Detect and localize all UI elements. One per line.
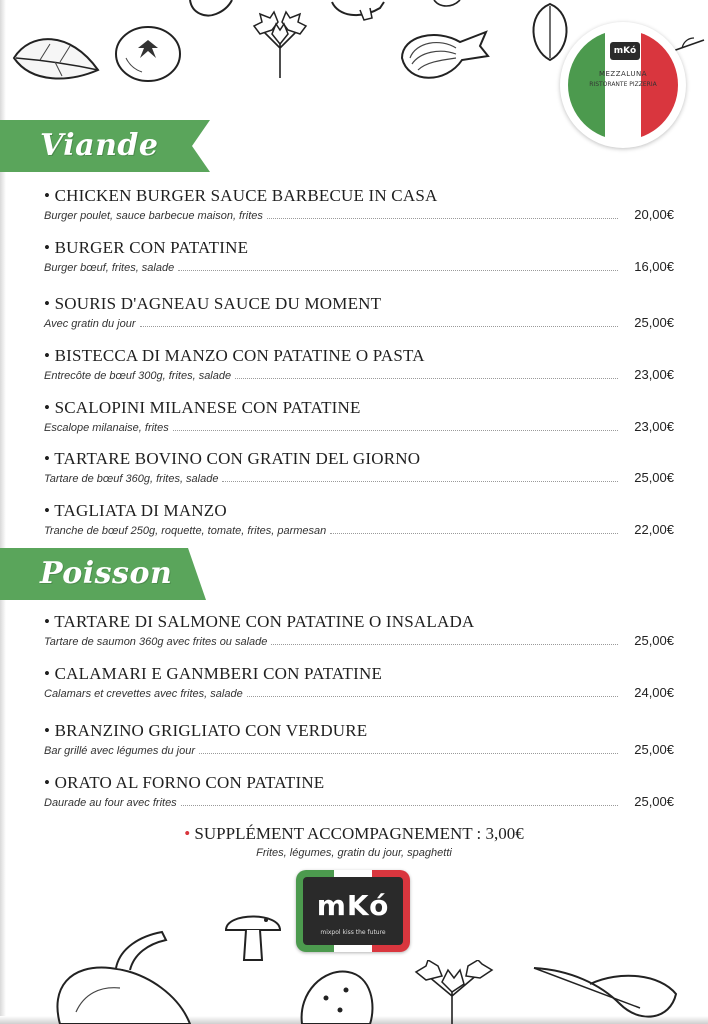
menu-item <box>44 773 674 809</box>
menu-item-price: 25,00€ <box>634 470 674 485</box>
menu-item-price: 25,00€ <box>634 742 674 757</box>
menu-item-desc: Burger poulet, sauce barbecue maison, frites <box>44 210 263 222</box>
supplement-desc: Frites, légumes, gratin du jour, spaghetti <box>256 847 452 859</box>
menu-item <box>44 238 674 274</box>
dotted-leader <box>178 269 618 271</box>
menu-item-name: • ORATO AL FORNO CON PATATINE <box>44 773 325 792</box>
menu-item-name: • CALAMARI E GANMBERI CON PATATINE <box>44 664 383 683</box>
restaurant-badge <box>560 22 686 148</box>
garlic-icon <box>186 0 236 20</box>
menu-item-name: • CHICKEN BURGER SAUCE BARBECUE IN CASA <box>44 186 438 205</box>
supplement-bullet: • <box>184 824 191 843</box>
dotted-leader <box>222 480 618 482</box>
parsley-icon <box>408 960 498 1024</box>
dotted-leader <box>181 804 618 806</box>
menu-item-name: • SCALOPINI MILANESE CON PATATINE <box>44 398 361 417</box>
menu-item <box>44 398 674 434</box>
menu-item-desc: Bar grillé avec légumes du jour <box>44 745 196 757</box>
menu-item <box>44 294 674 330</box>
supplement-note <box>0 824 708 859</box>
menu-item <box>44 186 674 222</box>
menu-item-name: • BISTECCA DI MANZO CON PATATINE O PASTA <box>44 346 425 365</box>
menu-item-desc: Tartare de saumon 360g avec frites ou salade <box>44 636 268 648</box>
dotted-leader <box>140 325 618 327</box>
badge-subtitle: RISTORANTE PIZZERIA <box>589 81 657 88</box>
menu-item-desc: Burger bœuf, frites, salade <box>44 262 175 274</box>
leaf-icon <box>432 0 462 10</box>
spinach-leaf-icon <box>10 30 102 86</box>
menu-item-desc: Avec gratin du jour <box>44 318 136 330</box>
menu-item-desc: Daurade au four avec frites <box>44 797 177 809</box>
supplement-title: SUPPLÉMENT ACCOMPAGNEMENT : 3,00€ <box>194 824 524 843</box>
menu-item-name: • BURGER CON PATATINE <box>44 238 249 257</box>
menu-item-desc: Entrecôte de bœuf 300g, frites, salade <box>44 370 232 382</box>
menu-item-name: • TARTARE BOVINO CON GRATIN DEL GIORNO <box>44 449 421 468</box>
dotted-leader <box>235 377 618 379</box>
onion-icon <box>396 22 492 94</box>
menu-item-name: • TAGLIATA DI MANZO <box>44 501 227 520</box>
menu-item <box>44 721 674 757</box>
menu-item-price: 23,00€ <box>634 419 674 434</box>
menu-item-price: 25,00€ <box>634 315 674 330</box>
dotted-leader <box>271 643 618 645</box>
menu-item-price: 22,00€ <box>634 522 674 537</box>
section-title-viande: Viande <box>40 128 159 163</box>
mushroom-icon <box>330 0 386 22</box>
menu-item-name: • SOURIS D'AGNEAU SAUCE DU MOMENT <box>44 294 382 313</box>
dotted-leader <box>173 429 618 431</box>
dotted-leader <box>247 695 618 697</box>
spinach-leaf-icon <box>530 964 680 1024</box>
menu-item <box>44 346 674 382</box>
menu-item-desc: Tartare de bœuf 360g, frites, salade <box>44 473 219 485</box>
menu-item <box>44 501 674 537</box>
parsley-icon <box>250 8 310 80</box>
badge-logo-mark: mKó <box>610 42 640 60</box>
menu-item-desc: Escalope milanaise, frites <box>44 422 169 434</box>
dotted-leader <box>330 532 618 534</box>
menu-item-price: 24,00€ <box>634 685 674 700</box>
menu-item-name: • BRANZINO GRIGLIATO CON VERDURE <box>44 721 368 740</box>
menu-item <box>44 664 674 700</box>
brand-logo-tagline: mixpol kiss the future <box>320 929 386 936</box>
mushroom-icon <box>222 906 284 966</box>
badge-restaurant-name: MEZZALUNA <box>598 70 648 78</box>
dotted-leader <box>267 217 618 219</box>
menu-item-name: • TARTARE DI SALMONE CON PATATINE O INSALADA <box>44 612 475 631</box>
potato-icon <box>296 962 376 1024</box>
menu-item <box>44 612 674 648</box>
menu-item-price: 23,00€ <box>634 367 674 382</box>
tomato-icon <box>112 18 184 84</box>
menu-item-price: 25,00€ <box>634 794 674 809</box>
brand-logo-mark: mKó <box>316 889 390 922</box>
brand-logo <box>296 870 410 952</box>
dotted-leader <box>199 752 618 754</box>
menu-item-desc: Tranche de bœuf 250g, roquette, tomate, frites, parmesan <box>44 525 327 537</box>
section-banner-poisson <box>0 548 206 600</box>
menu-item-price: 16,00€ <box>634 259 674 274</box>
section-banner-viande <box>0 120 210 172</box>
pepper-icon <box>40 928 200 1024</box>
menu-item <box>44 449 674 485</box>
menu-item-price: 20,00€ <box>634 207 674 222</box>
menu-item-desc: Calamars et crevettes avec frites, salade <box>44 688 243 700</box>
section-title-poisson: Poisson <box>40 556 173 591</box>
menu-item-price: 25,00€ <box>634 633 674 648</box>
